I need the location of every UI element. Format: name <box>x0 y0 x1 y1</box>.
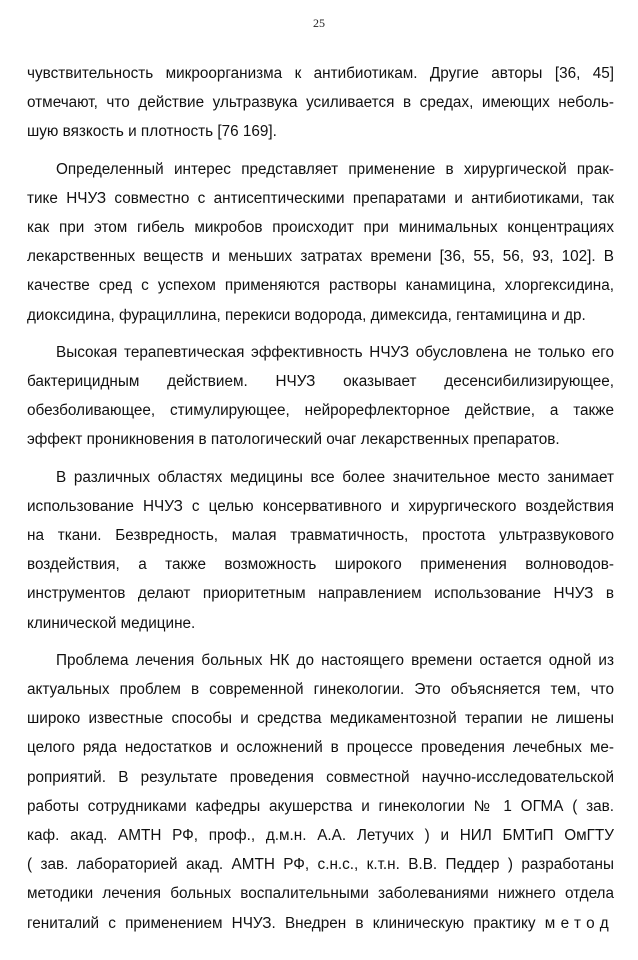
text-line: шую вязкость и плотность [76 169]. <box>27 123 277 141</box>
text-line: лекарственных веществ и меньших затратах времени [36, 55, 56, 93, 102]. В <box>27 248 614 266</box>
text-line: как при этом гибель микробов происходит при минимальных концентрациях <box>27 219 614 237</box>
text-line: актуальных проблем в современной гинекологии. Это объясняется тем, что <box>27 681 614 699</box>
text-line: широко известные способы и средства медикаментозной терапии не лишены <box>27 710 614 728</box>
text-line: чувствительность микроорганизма к антибиотикам. Другие авторы [36, 45] <box>27 65 614 82</box>
text-line: тике НЧУЗ совместно с антисептическими препаратами и антибиотиками, так <box>27 189 614 207</box>
text-line: В различных областях медицины все более значительное место занимает <box>56 468 614 486</box>
text-line: клинической медицине. <box>27 614 196 632</box>
text-line: воздействия, а также возможность широкого применения волноводов- <box>27 556 614 574</box>
text-line: роприятий. В результате проведения совместной научно-исследовательской <box>27 768 614 786</box>
text-line <box>27 909 614 938</box>
paragraph-4 <box>27 463 614 638</box>
text-line: на ткани. Безвредность, малая травматичность, простота ультразвукового <box>27 527 614 545</box>
text-line: методики лечения больных воспалительными заболеваниями нижнего отдела <box>27 885 614 903</box>
text-line: бактерицидным действием. НЧУЗ оказывает десенсибилизирующее, <box>27 373 614 391</box>
text-line: Высокая терапевтическая эффективность НЧУЗ обусловлена не только его <box>56 343 614 361</box>
document-body <box>27 59 614 938</box>
paragraph-1 <box>27 59 614 147</box>
line-text: гениталий с применением НЧУЗ. Внедрен в клиническую практику <box>27 914 536 932</box>
text-line: работы сотрудниками кафедры акушерства и гинекологии № 1 ОГМА ( зав. <box>27 797 614 815</box>
page-number: 25 <box>313 16 325 30</box>
text-line: использование НЧУЗ с целью консервативного и хирургического воздействия <box>27 497 614 515</box>
text-line: эффект проникновения в патологический очаг лекарственных препаратов. <box>27 431 560 449</box>
text-line: качестве сред с успехом применяются растворы канамицина, хлоргексидина, <box>27 277 614 295</box>
spaced-word: метод <box>544 914 614 932</box>
text-line: каф. акад. АМТН РФ, проф., д.м.н. А.А. Летучих ) и НИЛ БМТиП ОмГТУ <box>27 827 614 845</box>
text-line: Определенный интерес представляет применение в хирургической прак- <box>56 160 614 178</box>
paragraph-3 <box>27 338 614 455</box>
text-line: обезболивающее, стимулирующее, нейрорефлекторное действие, а также <box>27 402 614 420</box>
paragraph-2 <box>27 155 614 330</box>
text-line: отмечают, что действие ультразвука усиливается в средах, имеющих неболь- <box>27 94 614 112</box>
text-line: Проблема лечения больных НК до настоящего времени остается одной из <box>56 651 614 669</box>
text-line: ( зав. лабораторией акад. АМТН РФ, с.н.с., к.т.н. В.В. Педдер ) разработаны <box>27 856 614 874</box>
paragraph-5 <box>27 646 614 938</box>
text-line: инструментов делают приоритетным направлением использование НЧУЗ в <box>27 585 614 603</box>
text-line: целого ряда недостатков и осложнений в процессе проведения лечебных ме- <box>27 739 614 757</box>
text-line: диоксидина, фурациллина, перекиси водорода, димексида, гентамицина и др. <box>27 306 586 324</box>
